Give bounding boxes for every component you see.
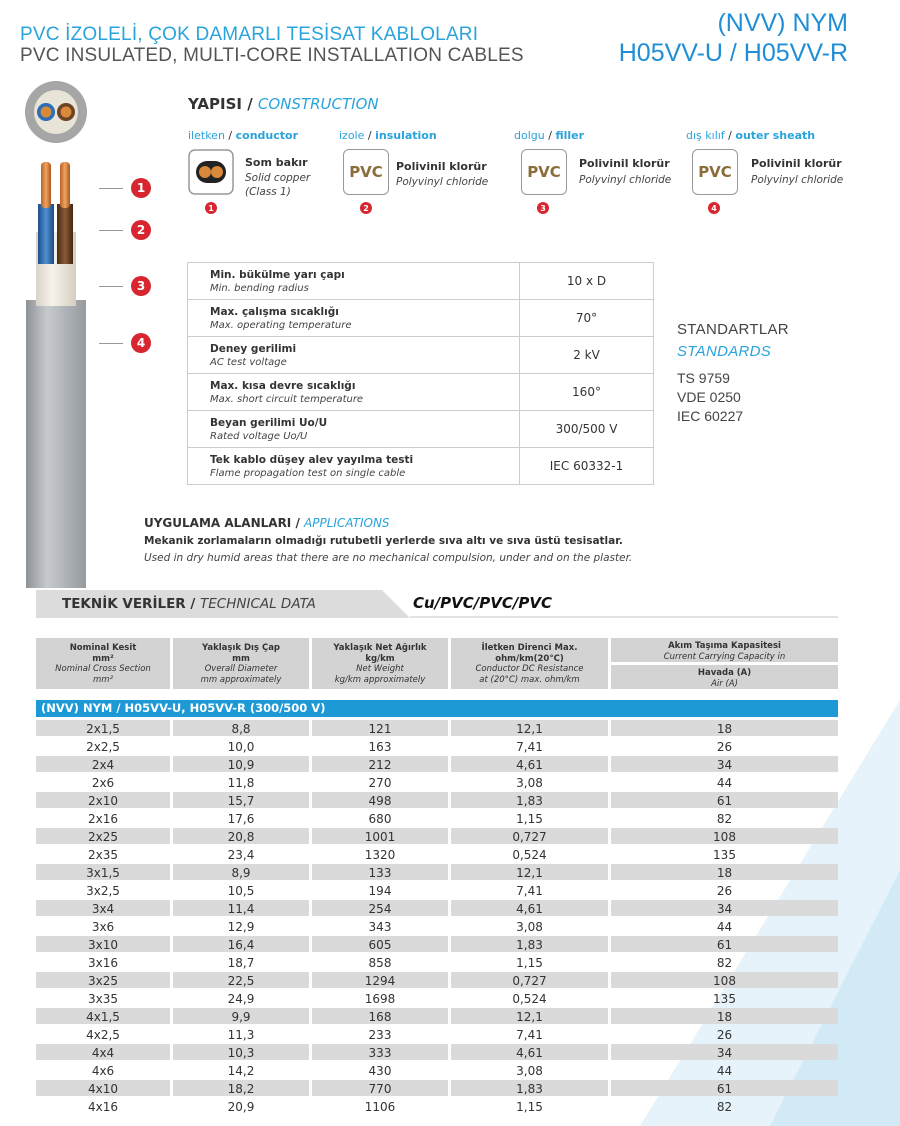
cell-resistance: 0,727: [512, 830, 547, 844]
conductor-class: (Class 1): [245, 186, 291, 198]
cell-diameter: 10,0: [227, 740, 255, 754]
header-cross-section: Nominal Kesit mm² Nominal Cross Section mm²: [36, 638, 170, 689]
model-name: (NVV) NYM: [717, 9, 848, 37]
cell-weight: 1106: [364, 1100, 396, 1114]
sheath-name-tr: Polivinil klorür: [751, 157, 842, 170]
property-row: [188, 337, 654, 374]
property-row: [188, 411, 654, 448]
cell-diameter: 15,7: [227, 794, 255, 808]
cell-cross-section: 3x4: [91, 902, 115, 916]
pvc-badge-sheath: PVC: [692, 149, 738, 195]
cell-resistance: 12,1: [516, 1010, 543, 1024]
cell-current: 135: [713, 992, 736, 1006]
insulation-name-tr: Polivinil klorür: [396, 160, 487, 173]
cell-weight: 430: [368, 1064, 392, 1078]
table-row: [36, 720, 838, 738]
component-insulation-header: izole / insulation: [339, 129, 437, 142]
cell-current: 82: [716, 956, 733, 970]
property-label-en: Rated voltage Uo/U: [210, 430, 308, 442]
cell-resistance: 1,83: [516, 1082, 543, 1096]
property-value: 300/500 V: [520, 411, 654, 448]
callout-2: 2: [131, 220, 151, 240]
cell-diameter: 8,8: [231, 722, 251, 736]
cell-diameter: 22,5: [227, 974, 255, 988]
applications-text-tr: Mekanik zorlamaların olmadığı rutubetli yerlerde sıva altı ve sıva üstü tesisatlar.: [144, 535, 623, 547]
cell-diameter: 10,9: [227, 758, 255, 772]
cell-weight: 343: [368, 920, 392, 934]
cell-current: 26: [716, 740, 733, 754]
table-row: [36, 810, 838, 828]
table-row: [36, 738, 838, 756]
component-number-2: 2: [360, 202, 372, 214]
insulation-name-en: Polyvinyl chloride: [396, 176, 489, 188]
cell-diameter: 17,6: [227, 812, 255, 826]
cell-current: 34: [716, 902, 733, 916]
cell-cross-section: 3x35: [87, 992, 118, 1006]
title-turkish: PVC İZOLELİ, ÇOK DAMARLI TESİSAT KABLOLARI: [20, 24, 479, 45]
table-row: [36, 1062, 838, 1080]
cell-diameter: 18,2: [227, 1082, 255, 1096]
cell-cross-section: 2x35: [87, 848, 118, 862]
cell-current: 18: [716, 866, 733, 880]
cell-resistance: 12,1: [516, 866, 543, 880]
construction-title: YAPISI / CONSTRUCTION: [188, 95, 379, 113]
applications-title: UYGULAMA ALANLARI / APPLICATIONS: [144, 516, 390, 530]
cell-weight: 605: [368, 938, 392, 952]
cell-current: 44: [716, 920, 733, 934]
cell-cross-section: 2x4: [91, 758, 115, 772]
cell-cross-section: 4x2,5: [86, 1028, 120, 1042]
model-codes: H05VV-U / H05VV-R: [618, 39, 848, 67]
component-number-3: 3: [537, 202, 549, 214]
standard-item: TS 9759: [677, 370, 730, 386]
title-english: PVC INSULATED, MULTI-CORE INSTALLATION CABLES: [20, 45, 524, 66]
property-label-tr: Deney gerilimi: [210, 342, 297, 355]
material-code: Cu/PVC/PVC/PVC: [413, 594, 552, 612]
standard-item: IEC 60227: [677, 408, 744, 424]
property-row: [188, 374, 654, 411]
cell-diameter: 16,4: [227, 938, 255, 952]
cell-current: 82: [716, 1100, 733, 1114]
cell-cross-section: 2x10: [87, 794, 118, 808]
property-label-tr: Beyan gerilimi Uo/U: [210, 416, 328, 429]
leader-line-3: [99, 286, 123, 287]
leader-line-4: [99, 343, 123, 344]
cell-diameter: 10,5: [227, 884, 255, 898]
cell-cross-section: 2x1,5: [86, 722, 120, 736]
cell-cross-section: 4x10: [87, 1082, 118, 1096]
cell-diameter: 20,9: [227, 1100, 255, 1114]
property-value: 2 kV: [520, 337, 654, 374]
table-row: [36, 1098, 838, 1116]
table-row: [36, 774, 838, 792]
cell-weight: 498: [368, 794, 392, 808]
cell-weight: 1320: [364, 848, 396, 862]
cell-current: 34: [716, 758, 733, 772]
cell-cross-section: 2x6: [91, 776, 115, 790]
cell-resistance: 4,61: [516, 902, 543, 916]
cell-resistance: 1,15: [516, 812, 543, 826]
cell-current: 44: [716, 776, 733, 790]
table-row: [36, 792, 838, 810]
applications-text-en: Used in dry humid areas that there are no mechanical compulsion, under and on the plaster.: [144, 552, 633, 564]
property-label-en: Max. operating temperature: [210, 319, 352, 331]
conductor-name-tr: Som bakır: [245, 156, 308, 169]
cell-resistance: 1,83: [516, 794, 543, 808]
property-row: [188, 448, 654, 485]
header-dc-resistance: İletken Direnci Max. ohm/km(20°C) Conductor DC Resistance at (20°C) max. ohm/km: [451, 638, 608, 689]
cell-resistance: 7,41: [516, 884, 543, 898]
cell-weight: 194: [368, 884, 392, 898]
property-value: IEC 60332-1: [520, 448, 654, 485]
cell-cross-section: 3x10: [87, 938, 118, 952]
cell-weight: 333: [368, 1046, 392, 1060]
cell-cross-section: 2x16: [87, 812, 118, 826]
cell-diameter: 18,7: [227, 956, 255, 970]
cell-resistance: 7,41: [516, 740, 543, 754]
cell-cross-section: 4x4: [91, 1046, 115, 1060]
cell-weight: 121: [368, 722, 392, 736]
table-row: [36, 864, 838, 882]
cell-resistance: 12,1: [516, 722, 543, 736]
component-conductor-header: iletken / conductor: [188, 129, 298, 142]
cell-current: 108: [713, 974, 736, 988]
cell-weight: 163: [368, 740, 392, 754]
cell-resistance: 4,61: [516, 758, 543, 772]
cell-cross-section: 3x25: [87, 974, 118, 988]
cell-resistance: 1,15: [516, 956, 543, 970]
cell-current: 61: [716, 794, 733, 808]
cell-weight: 254: [368, 902, 392, 916]
table-row: [36, 1080, 838, 1098]
cell-resistance: 1,15: [516, 1100, 543, 1114]
property-label-tr: Max. çalışma sıcaklığı: [210, 305, 339, 318]
property-label-tr: Max. kısa devre sıcaklığı: [210, 379, 356, 392]
cell-cross-section: 4x6: [91, 1064, 115, 1078]
table-row: [36, 828, 838, 846]
header-overall-diameter: Yaklaşık Dış Çap mm Overall Diameter mm approximately: [173, 638, 309, 689]
cell-cross-section: 3x1,5: [86, 866, 120, 880]
cell-resistance: 7,41: [516, 1028, 543, 1042]
component-number-1: 1: [205, 202, 217, 214]
cell-cross-section: 4x16: [87, 1100, 118, 1114]
table-row: [36, 1008, 838, 1026]
property-label-en: Min. bending radius: [210, 282, 309, 294]
cell-diameter: 24,9: [227, 992, 255, 1006]
cell-current: 135: [713, 848, 736, 862]
standards-title-en: STANDARDS: [677, 343, 772, 360]
property-label-tr: Min. bükülme yarı çapı: [210, 268, 345, 281]
pvc-badge-insulation: PVC: [343, 149, 389, 195]
cable-illustration: [24, 158, 88, 588]
cell-current: 26: [716, 1028, 733, 1042]
component-sheath-header: dış kılıf / outer sheath: [686, 129, 816, 142]
property-value: 70°: [520, 300, 654, 337]
header-net-weight: Yaklaşık Net Ağırlık kg/km Net Weight kg/km approximately: [312, 638, 448, 689]
cell-diameter: 8,9: [231, 866, 251, 880]
table-row: [36, 882, 838, 900]
property-value: 160°: [520, 374, 654, 411]
callout-3: 3: [131, 276, 151, 296]
property-row: [188, 300, 654, 337]
cell-diameter: 23,4: [227, 848, 255, 862]
header-in-air: Havada (A) Air (A): [611, 665, 838, 689]
cell-cross-section: 2x25: [87, 830, 118, 844]
table-row: [36, 900, 838, 918]
cell-resistance: 3,08: [516, 920, 543, 934]
pvc-badge-filler: PVC: [521, 149, 567, 195]
cell-resistance: 0,524: [512, 992, 547, 1006]
component-number-4: 4: [708, 202, 720, 214]
standards-title-tr: STANDARTLAR: [677, 321, 789, 338]
cell-weight: 1698: [364, 992, 396, 1006]
table-row: [36, 918, 838, 936]
cable-group-label: (NVV) NYM / H05VV-U, H05VV-R (300/500 V): [36, 700, 838, 717]
table-row: [36, 1044, 838, 1062]
standard-item: VDE 0250: [677, 389, 741, 405]
cell-diameter: 10,3: [227, 1046, 255, 1060]
cell-weight: 270: [368, 776, 392, 790]
cell-diameter: 11,4: [227, 902, 255, 916]
cell-current: 61: [716, 938, 733, 952]
filler-name-en: Polyvinyl chloride: [579, 174, 672, 186]
property-row: [188, 263, 654, 300]
conductor-icon: [188, 149, 234, 195]
table-row: [36, 990, 838, 1008]
cell-resistance: 4,61: [516, 1046, 543, 1060]
property-value: 10 x D: [520, 263, 654, 300]
callout-4: 4: [131, 333, 151, 353]
cell-current: 34: [716, 1046, 733, 1060]
component-filler-header: dolgu / filler: [514, 129, 585, 142]
technical-data-title: TEKNİK VERİLER / TECHNICAL DATA: [62, 596, 316, 612]
cell-cross-section: 3x6: [91, 920, 115, 934]
cell-resistance: 0,524: [512, 848, 547, 862]
cell-weight: 212: [368, 758, 392, 772]
cell-current: 18: [716, 722, 733, 736]
cell-resistance: 3,08: [516, 1064, 543, 1078]
property-label-en: Flame propagation test on single cable: [210, 467, 406, 479]
cell-current: 26: [716, 884, 733, 898]
cell-weight: 168: [368, 1010, 392, 1024]
conductor-name-en: Solid copper: [245, 172, 311, 184]
properties-table: [187, 262, 654, 485]
cell-current: 108: [713, 830, 736, 844]
table-row: [36, 954, 838, 972]
table-row: [36, 936, 838, 954]
cell-cross-section: 3x16: [87, 956, 118, 970]
cell-cross-section: 2x2,5: [86, 740, 120, 754]
cell-diameter: 20,8: [227, 830, 255, 844]
table-row: [36, 846, 838, 864]
table-row: [36, 972, 838, 990]
cell-current: 82: [716, 812, 733, 826]
property-label-en: Max. short circuit temperature: [210, 393, 364, 405]
cell-resistance: 1,83: [516, 938, 543, 952]
cell-resistance: 3,08: [516, 776, 543, 790]
cell-current: 61: [716, 1082, 733, 1096]
property-label-tr: Tek kablo düşey alev yayılma testi: [210, 453, 414, 466]
cell-weight: 133: [368, 866, 392, 880]
cell-cross-section: 4x1,5: [86, 1010, 120, 1024]
cell-weight: 858: [368, 956, 392, 970]
cell-weight: 770: [368, 1082, 392, 1096]
header-current-capacity: Akım Taşıma Kapasitesi Current Carrying Capacity in: [611, 638, 838, 662]
filler-name-tr: Polivinil klorür: [579, 157, 670, 170]
table-row: [36, 756, 838, 774]
sheath-name-en: Polyvinyl chloride: [751, 174, 844, 186]
cell-weight: 1001: [364, 830, 396, 844]
cell-diameter: 12,9: [227, 920, 255, 934]
cell-cross-section: 3x2,5: [86, 884, 120, 898]
table-row: [36, 1026, 838, 1044]
cell-diameter: 11,3: [227, 1028, 255, 1042]
leader-line-2: [99, 230, 123, 231]
cell-weight: 680: [368, 812, 392, 826]
cell-weight: 233: [368, 1028, 392, 1042]
cell-resistance: 0,727: [512, 974, 547, 988]
property-label-en: AC test voltage: [210, 356, 287, 368]
cell-current: 44: [716, 1064, 733, 1078]
cell-diameter: 9,9: [231, 1010, 251, 1024]
callout-1: 1: [131, 178, 151, 198]
cell-weight: 1294: [364, 974, 396, 988]
cell-diameter: 14,2: [227, 1064, 255, 1078]
cable-cross-section-icon: [24, 80, 88, 144]
cell-diameter: 11,8: [227, 776, 255, 790]
leader-line-1: [99, 188, 123, 189]
cell-current: 18: [716, 1010, 733, 1024]
